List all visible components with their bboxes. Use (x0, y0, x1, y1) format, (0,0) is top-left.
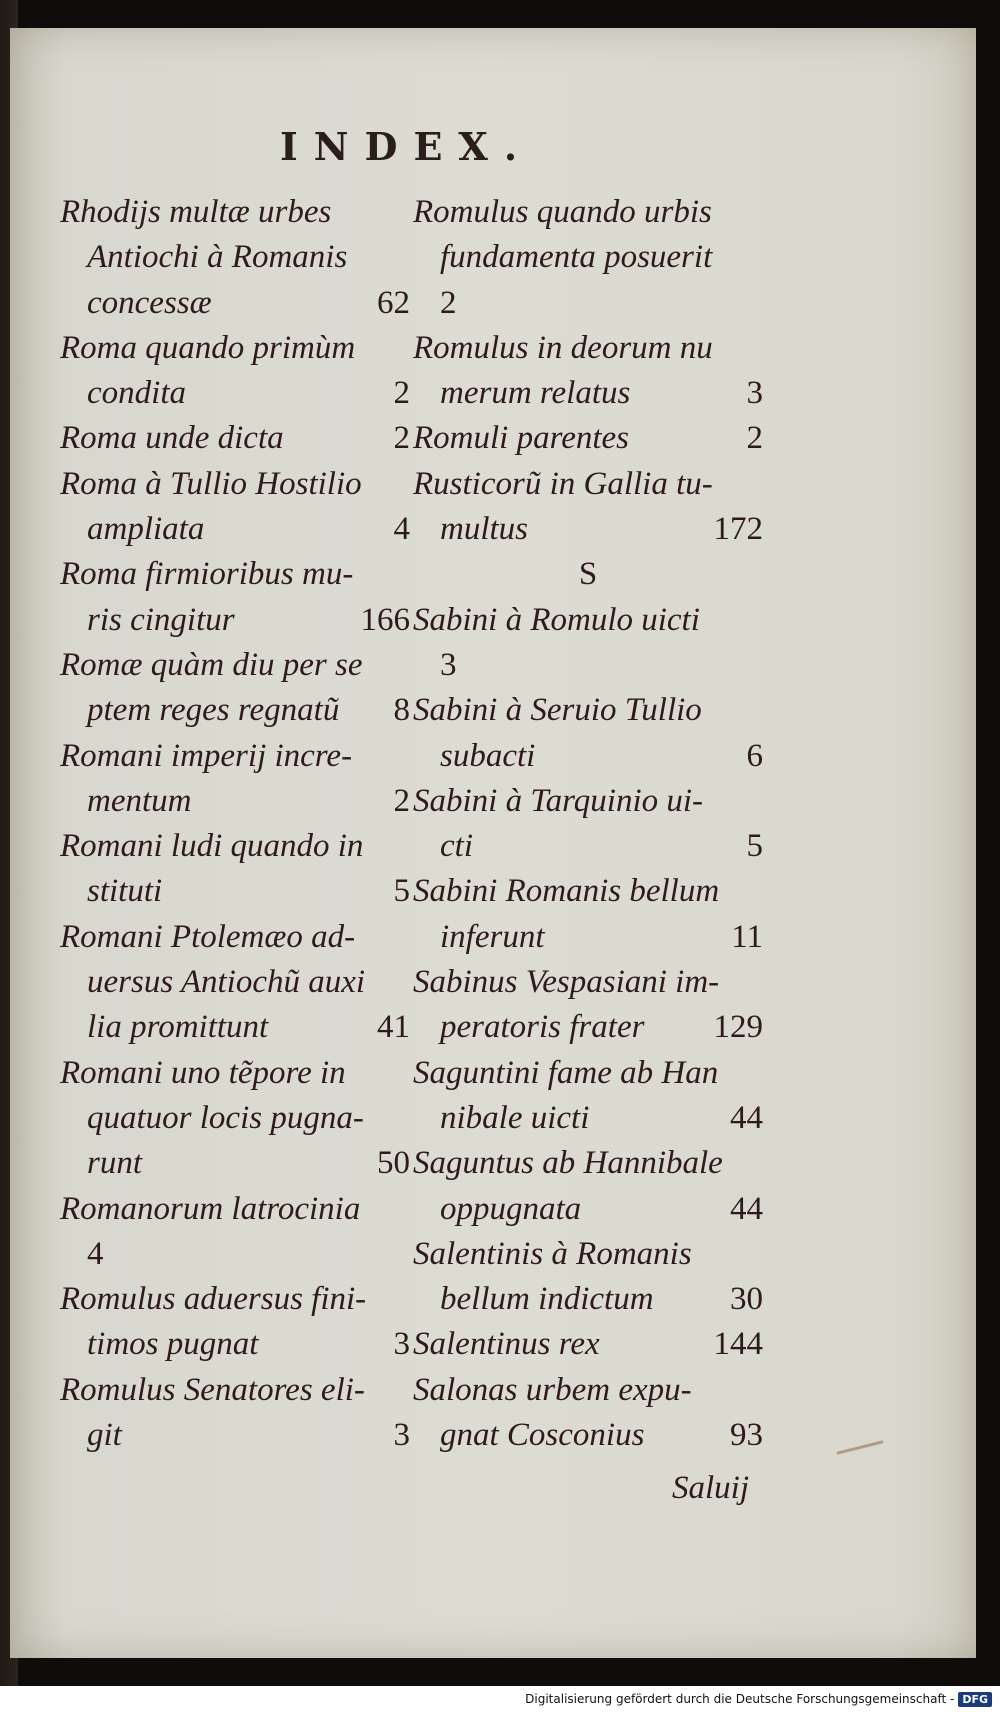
index-entry (413, 1141, 763, 1232)
index-entry (60, 915, 410, 1051)
index-entry (60, 643, 410, 734)
index-entry (60, 190, 410, 326)
catchword: Saluij (672, 1470, 750, 1506)
ink-mark (836, 1440, 883, 1455)
index-entry-text: Salonas urbem expu- (413, 1371, 692, 1408)
index-entry (60, 1277, 410, 1368)
index-entry-text: peratoris frater (440, 1009, 645, 1046)
index-entry (413, 1232, 763, 1323)
index-entry (413, 416, 763, 461)
page-number: 50 (377, 1145, 410, 1182)
index-entry-text: ris cingitur (87, 601, 235, 638)
page-number: 3 (440, 646, 457, 683)
index-entry-text: Sabini à Tarquinio ui- (413, 782, 704, 819)
index-entry-text: bellum indictum (440, 1281, 654, 1318)
page-number: 129 (713, 1009, 763, 1046)
index-entry (60, 1051, 410, 1187)
index-entry-text: Romulus Senatores eli- (60, 1371, 365, 1408)
index-entry-text: Romani Ptolemæo ad- (60, 918, 356, 955)
index-entry-text: Roma quando primùm (60, 329, 356, 366)
page-number-line (413, 643, 763, 688)
page-number: 3 (393, 1326, 410, 1363)
index-entry-text: Antiochi à Romanis (87, 239, 348, 276)
page-number: 11 (731, 918, 763, 955)
page-number: 4 (393, 511, 410, 548)
index-entry-text: Romulus aduersus fini- (60, 1281, 367, 1318)
index-entry (60, 462, 410, 553)
page-number-line (60, 1232, 410, 1277)
index-entry (60, 824, 410, 915)
index-entry-text: Rhodijs multæ urbes (60, 194, 332, 230)
index-entry-text: runt (87, 1145, 143, 1182)
index-entry-text: merum relatus (440, 375, 631, 412)
index-entry-text: Salentinis à Romanis (413, 1235, 692, 1272)
index-entry (60, 552, 410, 643)
index-entry (60, 1368, 410, 1459)
page-number: 41 (377, 1009, 410, 1046)
index-entry-text: Saguntini fame ab Han (413, 1054, 719, 1091)
index-column-right (413, 190, 763, 1458)
index-entry-text: condita (87, 375, 186, 412)
page-number: 2 (393, 375, 410, 412)
index-entry-text: Roma à Tullio Hostilio (60, 465, 362, 502)
index-entry-text: cti (440, 828, 473, 865)
page-number: 4 (87, 1235, 104, 1272)
index-entry (413, 1322, 763, 1367)
index-entry-text: concessæ (87, 284, 212, 321)
index-entry (60, 1187, 410, 1278)
index-entry-text: Sabini à Romulo uicti (413, 601, 700, 638)
index-entry-text: Sabini à Seruio Tullio (413, 692, 702, 729)
index-entry-text: oppugnata (440, 1190, 582, 1227)
index-entry-text: Romulus quando urbis (413, 194, 712, 230)
index-entry-text: Romani ludi quando in (60, 828, 364, 865)
page-number: 2 (393, 420, 410, 457)
index-entry-text: Sabini Romanis bellum (413, 873, 720, 910)
index-entry-text: Romani uno tẽpore in (60, 1054, 346, 1091)
page-number: 8 (393, 692, 410, 729)
index-entry-text: ampliata (87, 511, 205, 548)
index-entry-text: inferunt (440, 918, 545, 955)
index-entry (413, 1368, 763, 1459)
index-entry (413, 779, 763, 870)
index-entry-text: Sabinus Vespasiani im- (413, 964, 720, 1001)
index-entry (413, 598, 763, 689)
index-entry-text: Roma firmioribus mu- (60, 556, 354, 593)
index-letter-heading: S (578, 556, 598, 593)
index-entry-text: multus (440, 511, 529, 548)
page-number-line (413, 281, 763, 326)
page-number: 2 (746, 420, 763, 457)
index-entry-text: uersus Antiochũ auxi (87, 964, 366, 1001)
index-entry-text: mentum (87, 782, 192, 819)
dfg-logo: DFG (958, 1692, 992, 1707)
index-entry-text: stituti (87, 873, 163, 910)
digitization-footer (0, 1686, 1000, 1712)
index-entry-text: Romuli parentes (413, 420, 629, 457)
page-number: 5 (746, 828, 763, 865)
page-number: 144 (713, 1326, 763, 1363)
index-entry (413, 869, 763, 960)
index-entry-text: timos pugnat (87, 1326, 259, 1363)
index-entry (413, 960, 763, 1051)
index-entry-text: Romulus in deorum nu (413, 329, 713, 366)
page-number: 166 (360, 601, 410, 638)
index-entry-text: gnat Cosconius (440, 1417, 645, 1454)
page-number: 93 (730, 1417, 763, 1454)
page-number: 62 (377, 284, 410, 321)
index-entry-text: git (87, 1417, 122, 1454)
index-entry-text: nibale uicti (440, 1099, 590, 1136)
index-entry-text: Salentinus rex (413, 1326, 600, 1363)
index-entry (60, 734, 410, 825)
page-number: 5 (393, 873, 410, 910)
index-entry-text: Romanorum latrocinia (60, 1190, 361, 1227)
index-entry (413, 326, 763, 417)
page-number: 3 (746, 375, 763, 412)
index-entry-text: quatuor locis pugna- (87, 1099, 364, 1136)
page-number: 2 (393, 782, 410, 819)
index-entry-text: lia promittunt (87, 1009, 269, 1046)
index-entry (60, 416, 410, 461)
index-entry (413, 688, 763, 779)
page-header: INDEX. (280, 124, 534, 169)
index-entry-text: fundamenta posuerit (440, 239, 713, 276)
page-number: 44 (730, 1099, 763, 1136)
index-entry (413, 1051, 763, 1142)
page-number: 44 (730, 1190, 763, 1227)
book-page (10, 28, 976, 1658)
index-entry-text: Roma unde dicta (60, 420, 284, 457)
page-number: 30 (730, 1281, 763, 1318)
page-number: 6 (746, 737, 763, 774)
index-entry-text: Romani imperij incre- (60, 737, 353, 774)
page-number: 172 (713, 511, 763, 548)
footer-text: Digitalisierung gefördert durch die Deutsche Forschungsgemeinschaft - (525, 1692, 955, 1706)
index-column-left (60, 190, 410, 1458)
index-entry (413, 462, 763, 553)
page-number: 3 (393, 1417, 410, 1454)
index-entry-text: Saguntus ab Hannibale (413, 1145, 723, 1182)
page-number: 2 (440, 284, 457, 321)
index-entry-text: Rusticorũ in Gallia tu- (413, 465, 713, 502)
index-entry-text: subacti (440, 737, 536, 774)
index-entry-text: ptem reges regnatũ (87, 692, 340, 729)
index-entry-text: Romæ quàm diu per se (60, 646, 363, 683)
index-entry (60, 326, 410, 417)
index-entry (413, 190, 763, 326)
